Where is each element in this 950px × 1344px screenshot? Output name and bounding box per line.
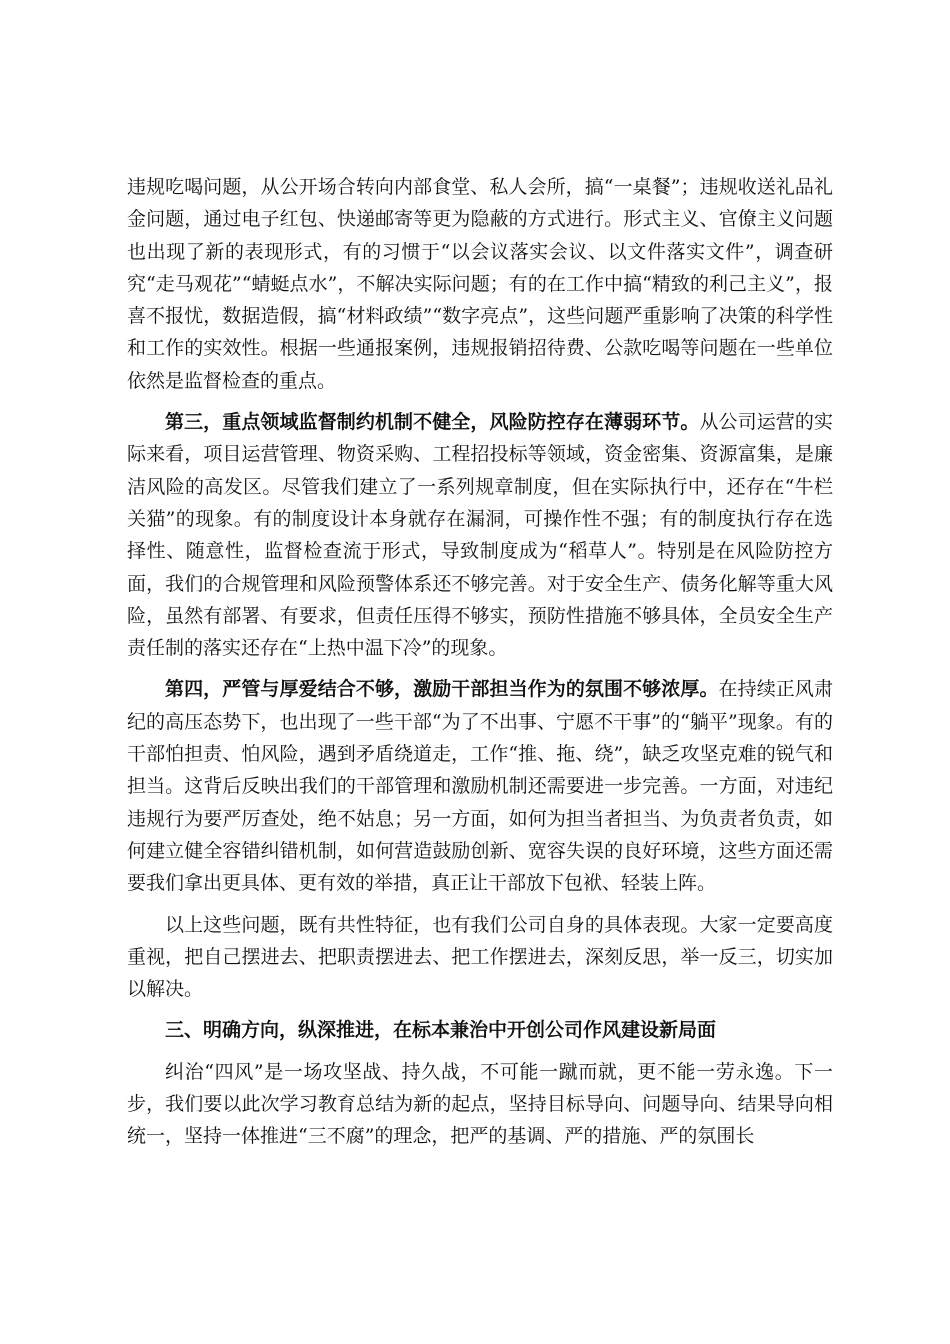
section-heading-three: 三、明确方向，纵深推进，在标本兼治中开创公司作风建设新局面 — [165, 1019, 717, 1042]
paragraph-section-three-intro: 纠治“四风”是一场攻坚战、持久战，不可能一蹴而就，更不能一劳永逸。下一步，我们要以此次学习教育总结为新的起点，坚持目标导向、问题导向、结果导向相统一，坚持一体推进“三不腐”的理念，把严的基调、严的措施、严的氛围长 — [127, 1060, 833, 1148]
fourth-point-body: 在持续正风肃纪的高压态势下，也出现了一些干部“为了不出事、宁愿不干事”的“躺平”现象。有的干部怕担责、怕风险，遇到矛盾绕道走，工作“推、拖、绕”，缺乏攻坚克难的锐气和担当。这背后反映出我们的干部管理和激励机制还需要进一步完善。一方面，对违纪违规行为要严厉查处，绝不姑息；另一方面，如何为担当者担当、为负责者负责，如何建立健全容错纠错机制，如何营造鼓励创新、宽容失误的良好环境，这些方面还需要我们拿出更具体、更有效的举措，真正让干部放下包袱、轻装上阵。 — [127, 678, 833, 895]
document-body — [127, 171, 833, 1162]
third-point-body: 从公司运营的实际来看，项目运营管理、物资采购、工程招投标等领域，资金密集、资源富集，是廉洁风险的高发区。尽管我们建立了一系列规章制度，但在实际执行中，还存在“牛栏关猫”的现象。有的制度设计本身就存在漏洞，可操作性不强；有的制度执行存在选择性、随意性，监督检查流于形式，导致制度成为“稻草人”。特别是在风险防控方面，我们的合规管理和风险预警体系还不够完善。对于安全生产、债务化解等重大风险，虽然有部署、有要求，但责任压得不够实，预防性措施不够具体，全员安全生产责任制的落实还存在“上热中温下冷”的现象。 — [127, 411, 833, 660]
paragraph-fourth-point — [127, 673, 833, 899]
paragraph-continued: 违规吃喝问题，从公开场合转向内部食堂、私人会所，搞“一桌餐”；违规收送礼品礼金问题，通过电子红包、快递邮寄等更为隐蔽的方式进行。形式主义、官僚主义问题也出现了新的表现形式，有的习惯于“以会议落实会议、以文件落实文件”，调查研究“走马观花”“蜻蜓点水”，不解决实际问题；有的在工作中搞“精致的利己主义”，报喜不报忧，数据造假，搞“材料政绩”“数字亮点”，这些问题严重影响了决策的科学性和工作的实效性。根据一些通报案例，违规报销招待费、公款吃喝等问题在一些单位依然是监督检查的重点。 — [127, 176, 833, 392]
third-point-lead: 第三，重点领域监督制约机制不健全，风险防控存在薄弱环节。 — [165, 411, 700, 434]
paragraph-third-point — [127, 406, 833, 664]
fourth-point-lead: 第四，严管与厚爱结合不够，激励干部担当作为的氛围不够浓厚。 — [165, 678, 719, 701]
paragraph-summary: 以上这些问题，既有共性特征，也有我们公司自身的具体表现。大家一定要高度重视，把自己摆进去、把职责摆进去、把工作摆进去，深刻反思，举一反三，切实加以解决。 — [127, 913, 833, 1001]
